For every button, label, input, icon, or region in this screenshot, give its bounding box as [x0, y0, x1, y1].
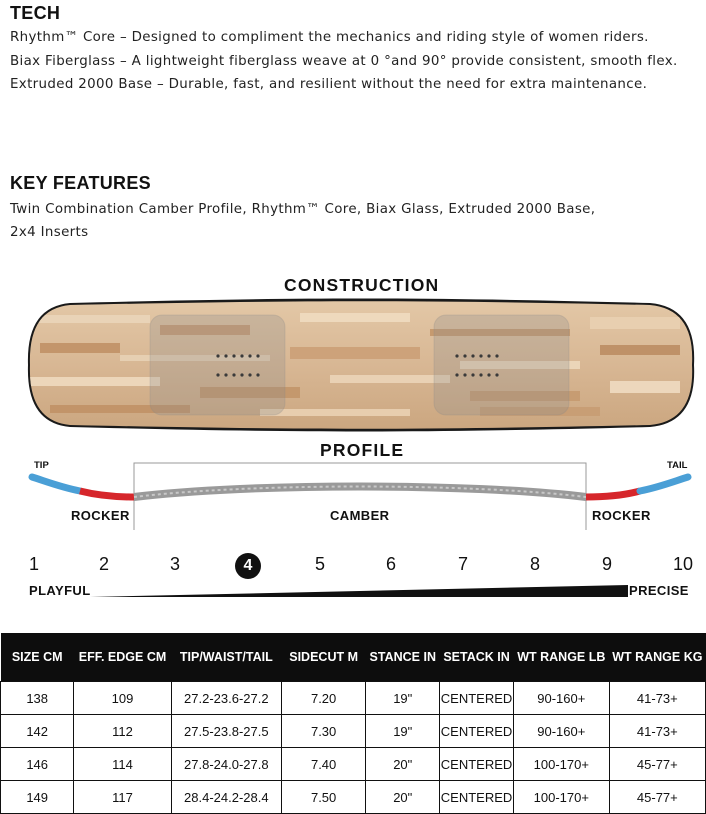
- flex-scale-2: 2: [98, 554, 109, 574]
- flex-scale-4-selected: 4: [235, 553, 261, 579]
- tech-line-fiberglass: Biax Fiberglass – A lightweight fiberglass weave at 0 °and 90° provide consistent, smooth flex.: [10, 54, 678, 69]
- profile-diagram: [0, 455, 706, 535]
- cell-tip-waist-tail: 27.2-23.6-27.2: [171, 682, 281, 715]
- key-features-heading: KEY FEATURES: [10, 173, 151, 193]
- cell-wt-lb: 100-170+: [513, 781, 609, 814]
- cell-sidecut: 7.50: [281, 781, 365, 814]
- cell-size: 149: [1, 781, 74, 814]
- col-header-stance: STANCE IN: [366, 633, 440, 682]
- table-row: [1, 682, 706, 715]
- cell-tip-waist-tail: 28.4-24.2-28.4: [171, 781, 281, 814]
- flex-scale-8: 8: [529, 554, 540, 574]
- cell-wt-kg: 45-77+: [609, 781, 705, 814]
- cell-sidecut: 7.30: [281, 715, 365, 748]
- construction-title: CONSTRUCTION: [284, 275, 440, 295]
- flex-scale-10: 10: [672, 554, 694, 574]
- cell-setback: CENTERED: [440, 682, 514, 715]
- precise-label: PRECISE: [629, 583, 689, 598]
- cell-stance: 20": [366, 748, 440, 781]
- col-header-sidecut: SIDECUT M: [281, 633, 365, 682]
- flex-wedge-bar: [90, 583, 628, 599]
- cell-setback: CENTERED: [440, 715, 514, 748]
- playful-label: PLAYFUL: [29, 583, 91, 598]
- cell-stance: 20": [366, 781, 440, 814]
- cell-eff-edge: 114: [74, 748, 171, 781]
- tech-line-base: Extruded 2000 Base – Durable, fast, and resilient without the need for extra maintenance.: [10, 77, 648, 92]
- col-header-tip-waist-tail: TIP/WAIST/TAIL: [171, 633, 281, 682]
- key-features-line-1: Twin Combination Camber Profile, Rhythm™ Core, Biax Glass, Extruded 2000 Base,: [10, 202, 596, 217]
- tech-line-core: Rhythm™ Core – Designed to compliment the mechanics and riding style of women riders.: [10, 30, 649, 45]
- tip-label: TIP: [34, 460, 49, 471]
- cell-wt-kg: 45-77+: [609, 748, 705, 781]
- flex-scale-9: 9: [601, 554, 612, 574]
- flex-scale-6: 6: [385, 554, 396, 574]
- cell-size: 138: [1, 682, 74, 715]
- cell-wt-lb: 100-170+: [513, 748, 609, 781]
- key-features-line-2: 2x4 Inserts: [10, 225, 89, 240]
- tail-rocker-blue: [640, 477, 688, 491]
- table-row: [1, 715, 706, 748]
- cell-tip-waist-tail: 27.8-24.0-27.8: [171, 748, 281, 781]
- tail-label: TAIL: [667, 460, 688, 471]
- flex-scale-3: 3: [169, 554, 180, 574]
- cell-sidecut: 7.40: [281, 748, 365, 781]
- construction-board-illustration: [0, 295, 706, 435]
- cell-size: 142: [1, 715, 74, 748]
- cell-eff-edge: 109: [74, 682, 171, 715]
- col-header-setback: SETACK IN: [440, 633, 514, 682]
- col-header-size: SIZE CM: [1, 633, 74, 682]
- right-rocker-red: [586, 491, 640, 497]
- cell-wt-lb: 90-160+: [513, 682, 609, 715]
- cell-stance: 19": [366, 682, 440, 715]
- camber-label: CAMBER: [330, 508, 390, 523]
- left-rocker-red: [80, 491, 134, 497]
- cell-sidecut: 7.20: [281, 682, 365, 715]
- specs-table: [0, 633, 706, 814]
- cell-size: 146: [1, 748, 74, 781]
- cell-eff-edge: 117: [74, 781, 171, 814]
- cell-tip-waist-tail: 27.5-23.8-27.5: [171, 715, 281, 748]
- col-header-eff-edge: EFF. EDGE CM: [74, 633, 171, 682]
- table-row: [1, 748, 706, 781]
- rocker-right-label: ROCKER: [592, 508, 651, 523]
- cell-wt-kg: 41-73+: [609, 682, 705, 715]
- col-header-wt-lb: WT RANGE LB: [513, 633, 609, 682]
- flex-scale-7: 7: [457, 554, 468, 574]
- cell-stance: 19": [366, 715, 440, 748]
- cell-eff-edge: 112: [74, 715, 171, 748]
- table-header-row: [1, 633, 706, 682]
- rocker-left-label: ROCKER: [71, 508, 130, 523]
- flex-scale-1: 1: [28, 554, 39, 574]
- cell-setback: CENTERED: [440, 748, 514, 781]
- cell-wt-kg: 41-73+: [609, 715, 705, 748]
- tech-heading: TECH: [10, 3, 61, 23]
- col-header-wt-kg: WT RANGE KG: [609, 633, 705, 682]
- profile-title: PROFILE: [320, 440, 405, 460]
- cell-setback: CENTERED: [440, 781, 514, 814]
- tip-rocker-blue: [32, 477, 80, 491]
- table-row: [1, 781, 706, 814]
- cell-wt-lb: 90-160+: [513, 715, 609, 748]
- flex-scale-5: 5: [314, 554, 325, 574]
